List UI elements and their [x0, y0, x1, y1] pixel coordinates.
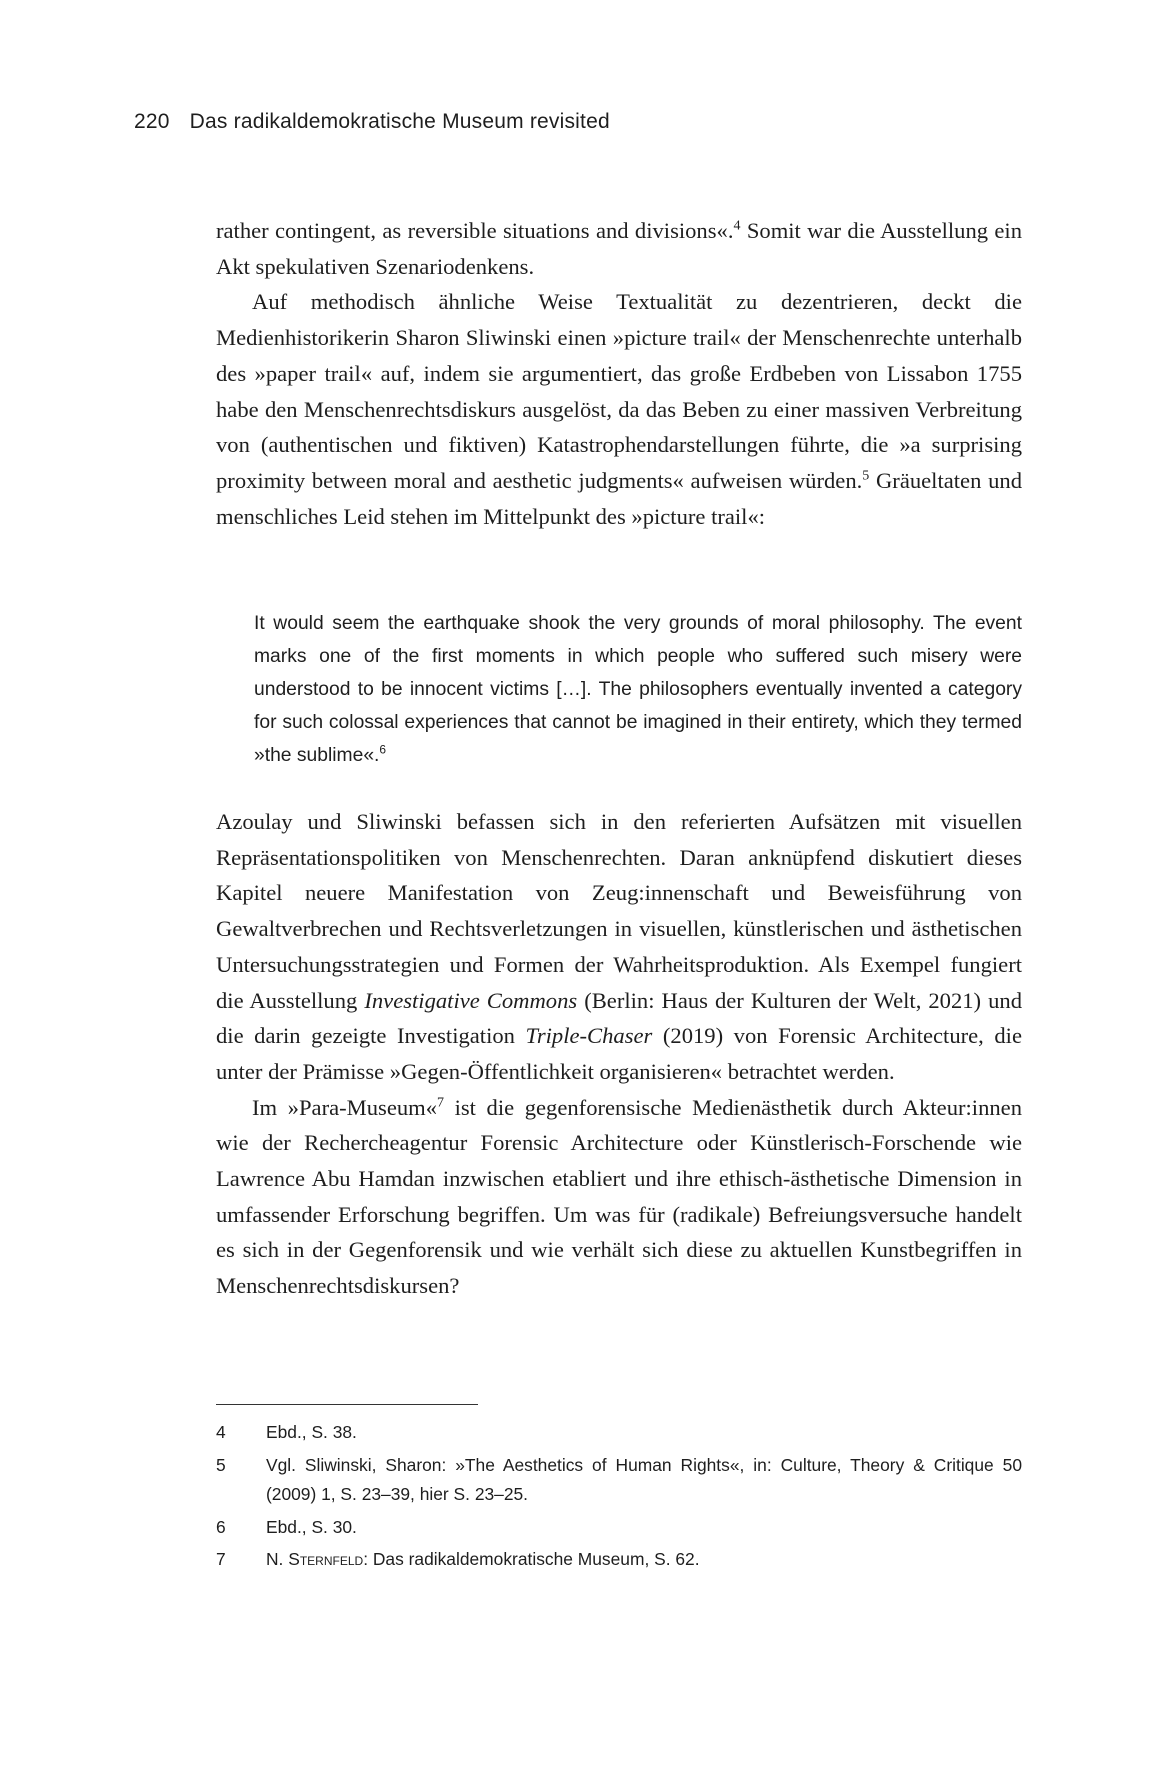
footnote-7-author: Sternfeld	[288, 1549, 364, 1569]
footnote-ref-5: 5	[862, 468, 870, 484]
paragraph-3-text-a: Azoulay und Sliwinski befassen sich in den referierten Aufsätzen mit visuellen Repräsentationspolitiken von Menschenrechten. Daran anknüpfend diskutiert dieses Kapitel neuere Manifestation von Zeug:innenschaft und Beweisführung von Gewaltverbrechen und Rechtsverletzungen in visuellen, künstlerischen und ästhetischen Untersuchungsstrategien und Formen der Wahrheitsproduktion. Als Exempel fungiert die Ausstellung	[216, 809, 1022, 1013]
footnote-number: 7	[216, 1549, 226, 1569]
paragraph-1-text-after: Somit war die Ausstellung ein Akt spekulativen Szenariodenkens.	[216, 218, 1022, 279]
paragraph-3	[216, 804, 1022, 1090]
paragraph-3-text-c: (2019) von Forensic Architecture, die unter der Prämisse »Gegen-Öffentlichkeit organisieren« betrachtet werden.	[216, 1023, 1022, 1084]
body-text-bottom	[216, 804, 1022, 1304]
paragraph-2	[216, 284, 1022, 534]
footnote-7-text-b: : Das radikaldemokratische Museum, S. 62.	[363, 1549, 700, 1569]
footnotes	[216, 1418, 1022, 1578]
paragraph-4-text-b: ist die gegenforensische Medienästhetik durch Akteur:innen wie der Rechercheagentur Forensic Architecture oder Künstlerisch-Forschende wie Lawrence Abu Hamdan inzwischen etabliert und ihre ethisch-ästhetische Dimension in umfassender Erforschung begriffen. Um was für (radikale) Befreiungsversuche handelt es sich in der Gegenforensik und wie verhält sich diese zu aktuellen Kunstbegriffen in Menschenrechtsdiskursen?	[216, 1094, 1023, 1299]
paragraph-3-text-b: (Berlin: Haus der Kulturen der Welt, 2021) und die darin gezeigte Investigation	[216, 987, 1022, 1049]
paragraph-1	[216, 213, 1022, 284]
footnote-7-text-a: N.	[266, 1549, 289, 1569]
footnote-4	[216, 1418, 1022, 1448]
paragraph-4-text-a: Im »Para-Museum«	[252, 1094, 438, 1120]
footnote-number: 4	[216, 1422, 226, 1442]
footnote-number: 5	[216, 1454, 226, 1475]
page-number: 220	[134, 110, 170, 133]
footnote-ref-4: 4	[733, 218, 741, 234]
footnote-text	[266, 1545, 1022, 1575]
footnote-text: Vgl. Sliwinski, Sharon: »The Aesthetics of Human Rights«, in: Culture, Theory & Critique 50 (2009) 1, S. 23–39, hier S. 23–25.	[266, 1454, 1022, 1504]
exhibition-title: Investigative Commons	[364, 987, 578, 1013]
investigation-title: Triple-Chaser	[525, 1023, 653, 1049]
block-quote	[254, 607, 1022, 772]
footnote-ref-6: 6	[379, 742, 387, 757]
paragraph-2-text-after: Gräueltaten und menschliches Leid stehen im Mittelpunkt des »picture trail«:	[216, 467, 1022, 529]
paragraph-2-text: Auf methodisch ähnliche Weise Textualität zu dezentrieren, deckt die Medienhistorikerin Sharon Sliwinski einen »picture trail« der Menschenrechte unterhalb des »paper trail« auf, indem sie argumentiert, das große Erdbeben von Lissabon 1755 habe den Menschenrechtsdiskurs ausgelöst, da das Beben zu einer massiven Verbreitung von (authentischen und fiktiven) Katastrophendarstellungen führte, die »a surprising proximity between moral and aesthetic judgments« aufweisen würden.	[216, 289, 1022, 493]
paragraph-1-text: rather contingent, as reversible situations and divisions«.	[216, 218, 734, 243]
footnote-divider	[216, 1404, 478, 1405]
footnote-5	[216, 1451, 1022, 1510]
footnote-7	[216, 1545, 1022, 1575]
block-quote-text: It would seem the earthquake shook the very grounds of moral philosophy. The event marks one of the first moments in which people who suffered such misery were understood to be innocent victims […]. The philosophers eventually invented a category for such colossal experiences that cannot be imagined in their entirety, which they termed »the sublime«.	[254, 613, 1022, 766]
running-title: Das radikaldemokratische Museum revisited	[189, 110, 610, 133]
footnote-text: Ebd., S. 38.	[266, 1422, 357, 1442]
paragraph-4	[216, 1090, 1022, 1304]
running-header	[134, 110, 610, 134]
body-text-top	[216, 213, 1022, 534]
footnote-text: Ebd., S. 30.	[266, 1516, 357, 1537]
footnote-ref-7: 7	[437, 1095, 445, 1111]
footnote-6	[216, 1513, 1022, 1543]
footnote-number: 6	[216, 1516, 226, 1537]
